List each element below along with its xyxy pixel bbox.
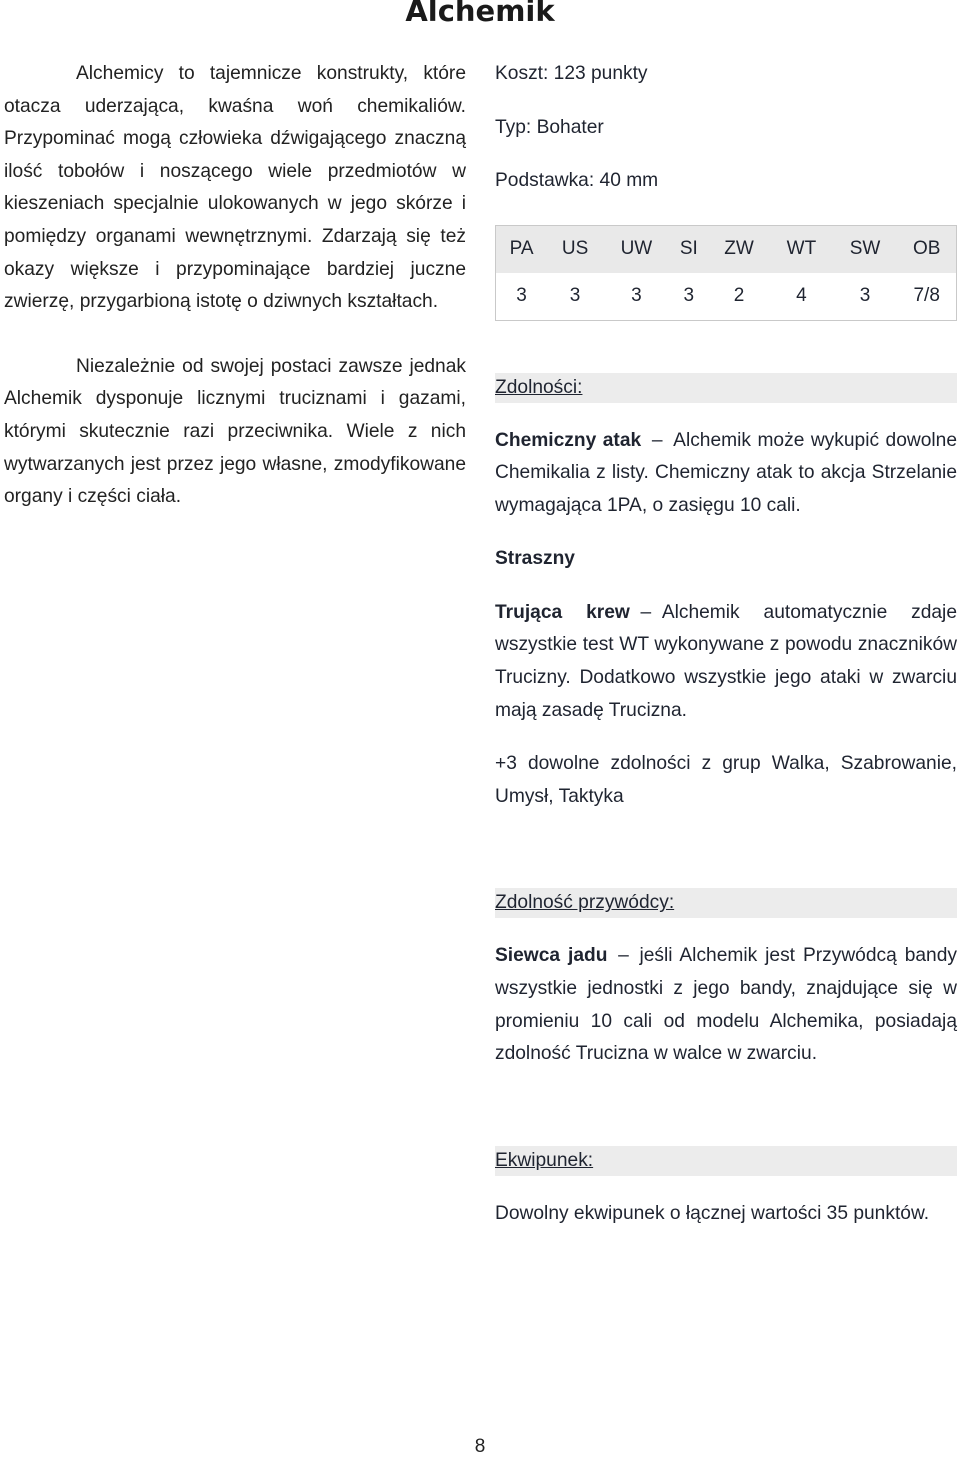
base-line: Podstawka: 40 mm: [495, 170, 659, 191]
ability-chemical-attack: [495, 425, 957, 523]
stat-value: 4: [796, 284, 807, 306]
dash: –: [640, 601, 652, 623]
ability-name: Chemiczny atak: [495, 429, 642, 451]
ability-text: Alchemik może wykupić dowolne Chemikalia z listy. Chemiczny atak to akcja Strzelanie wymagająca 1PA, o zasięgu 10 cali.: [495, 429, 957, 516]
page-title: Alchemik: [405, 0, 555, 28]
abilities-heading: Zdolności:: [495, 373, 957, 403]
ability-name: Siewca jadu: [495, 945, 608, 967]
leader-ability: [495, 940, 957, 1070]
stat-value: 3: [569, 284, 581, 306]
stat-header: UW: [603, 225, 670, 273]
stat-header: WT: [770, 225, 832, 273]
ability-text: Alchemik automatycznie zdaje wszystkie test WT wykonywane z powodu znaczników Trucizny. Dodatkowo wszystkie jego ataki w zwarciu mają zasadę Trucizna.: [495, 601, 957, 721]
ability-poison-blood: [495, 597, 957, 727]
stat-value: 3: [683, 284, 695, 306]
page-number: 8: [474, 1436, 486, 1457]
equipment-heading: Ekwipunek:: [495, 1146, 957, 1176]
ability-terrifying: Straszny: [495, 548, 575, 570]
stat-header: PA: [496, 225, 548, 273]
stat-value: 7/8: [913, 284, 940, 306]
description-paragraph-2: Niezależnie od swojej postaci zawsze jednak Alchemik dysponuje licznymi truciznami i gazami, którymi skutecznie razi przeciwnika. Wiele z nich wytwarzanych jest przez jego własne, zmodyfikowane organy i części ciała.: [4, 355, 466, 508]
stats-value-row: [496, 273, 957, 321]
stat-header: OB: [897, 225, 956, 273]
ability-name: Trująca krew: [495, 601, 630, 623]
stat-value: 3: [859, 284, 871, 306]
stat-header: SW: [833, 225, 898, 273]
stat-header: US: [547, 225, 603, 273]
stat-value: 3: [631, 284, 642, 306]
equipment-text: Dowolny ekwipunek o łącznej wartości 35 punktów.: [495, 1202, 930, 1224]
stat-header: SI: [670, 225, 708, 273]
ability-text: jeśli Alchemik jest Przywódcą bandy wszystkie jednostki z jego bandy, znajdujące się w promieniu 10 cali od modelu Alchemika, posiadają zdolność Trucizna w walce w zwarciu.: [495, 945, 957, 1065]
stats-table: [495, 225, 957, 321]
ability-extra: +3 dowolne zdolności z grup Walka, Szabrowanie, Umysł, Taktyka: [495, 753, 957, 807]
stats-header-row: [496, 225, 957, 273]
dash: –: [651, 429, 663, 451]
description-paragraph-1: Alchemicy to tajemnicze konstrukty, które otacza uderzająca, kwaśna woń chemikaliów. Przypominać mogą człowieka dźwigającego znaczną ilość tobołów i noszącego wiele przedmiotów w kieszeniach specjalnie ulokowanych w jego skórze i pomiędzy organami wewnętrznymi. Zdarzają się też okazy większe i przypominające bardziej juczne zwierzę, przygarbioną istotę o dziwnych kształtach.: [4, 63, 466, 313]
cost-line: Koszt: 123 punkty: [495, 63, 648, 84]
leader-heading: Zdolność przywódcy:: [495, 888, 957, 918]
dash: –: [618, 945, 629, 967]
stat-value: 3: [516, 284, 527, 306]
stat-header: ZW: [708, 225, 770, 273]
description-column: [4, 58, 466, 514]
stat-value: 2: [733, 284, 745, 306]
rules-column: [495, 58, 957, 1230]
type-line: Typ: Bohater: [495, 116, 604, 138]
